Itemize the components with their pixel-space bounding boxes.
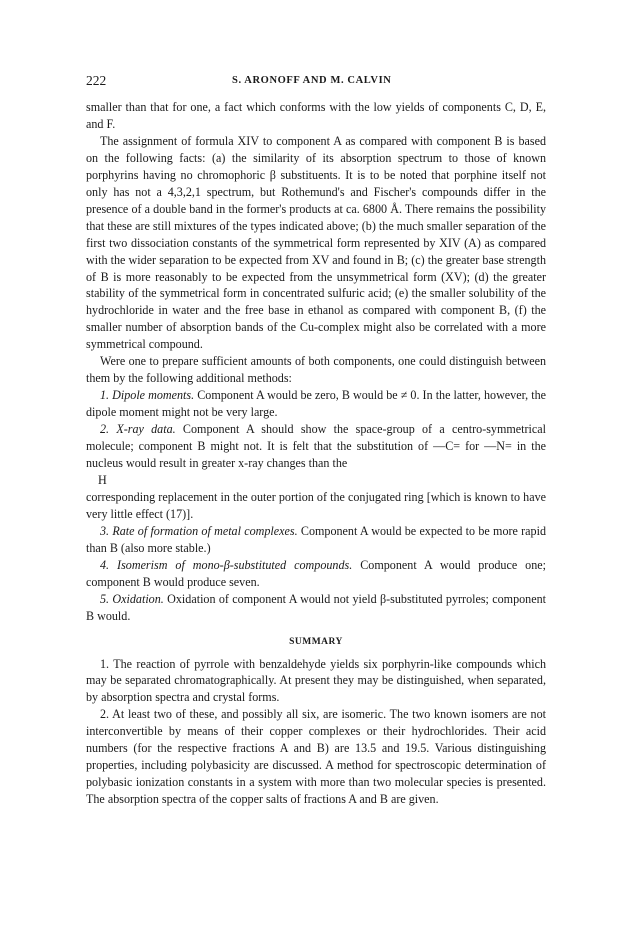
method-label: 5. Oxidation. xyxy=(100,591,164,606)
method-text: Component A would produce one; component B would produce seven. xyxy=(86,557,546,589)
method-metal-complexes xyxy=(86,523,546,557)
paragraph-continuation: smaller than that for one, a fact which conforms with the low yields of components C, D, E, and F. xyxy=(86,100,546,131)
running-header-authors: S. ARONOFF AND M. CALVIN xyxy=(232,75,392,86)
summary-item-1: 1. The reaction of pyrrole with benzaldehyde yields six porphyrin-like compounds which may be separated chromatographically. At present they may be distinguished, when separated, by absorption spectra and crystal forms. xyxy=(86,656,546,705)
method-isomerism xyxy=(86,557,546,591)
formula-h: H xyxy=(98,472,107,487)
method-label: 4. Isomerism of mono-β-substituted compounds. xyxy=(100,557,353,572)
method-text: Component A would be zero, B would be ≠ 0. In the latter, however, the dipole moment might not be very large. xyxy=(86,388,546,420)
method-text: Oxidation of component A would not yield β-substituted pyrroles; component B would. xyxy=(86,591,546,623)
method-text: Component A should show the space-group of a centro-symmetrical molecule; component B might not. It is felt that the substitution of —C= for —N= in the nucleus would result in greater x-ray changes than the xyxy=(86,422,547,471)
method-text: Component A would be expected to be more rapid than B (also more stable.) xyxy=(86,523,547,555)
method-dipole-moments xyxy=(86,387,546,421)
method-oxidation xyxy=(86,591,546,625)
method-label: 2. X-ray data. xyxy=(100,422,176,437)
method-xray-continuation: corresponding replacement in the outer portion of the conjugated ring [which is known to have very little effect (17)]. xyxy=(86,489,546,521)
paragraph-methods-intro: Were one to prepare sufficient amounts of both components, one could distinguish between them by the following additional methods: xyxy=(86,354,546,386)
method-label: 3. Rate of formation of metal complexes. xyxy=(100,523,298,538)
method-xray-data xyxy=(86,421,546,472)
body-text xyxy=(86,99,546,808)
paragraph-assignment: The assignment of formula XIV to component A as compared with component B is based on the following facts: (a) the similarity of its absorption spectrum to those of known porphyrins having no chromophoric β substituents. It is to be noted that porphine itself not only has not a 4,3,2,1 spectrum, but Rothemund's and Fischer's compounds differ in the presence of a double band in the former's products at ca. 6800 Å. There remains the possibility that these are still mixtures of the types indicated above; (b) the much smaller separation of the first two dissociation constants of the symmetrical form represented by XIV (A) as compared with the wider separation to be expected from XV and found in B; (c) the greater base strength of B is more reasonably to be expected from the unsymmetrical form (XV); (d) the greater stability of the symmetrical form in concentrated sulfuric acid; (e) the smaller solubility of the hydrochloride in water and the free base in ethanol as compared with component B, (f) the smaller number of absorption bands of the Cu-complex might also be correlated with a more symmetrical compound. xyxy=(86,133,546,352)
summary-item-2: 2. At least two of these, and possibly all six, are isomeric. The two known isomers are not interconvertible by means of their copper complexes or their hydrochlorides. Their acid numbers (for the respective fractions A and B) are 13.5 and 19.5. Various distinguishing properties, including polybasicity are discussed. A method for spectroscopic determination of polybasic ionization constants in a system with more than two molecular species is presented. The absorption spectra of the copper salts of fractions A and B are given. xyxy=(86,707,546,807)
summary-heading: SUMMARY xyxy=(289,636,343,647)
page-number: 222 xyxy=(86,73,107,88)
method-label: 1. Dipole moments. xyxy=(100,388,195,403)
formula-subscript-h xyxy=(86,472,546,489)
